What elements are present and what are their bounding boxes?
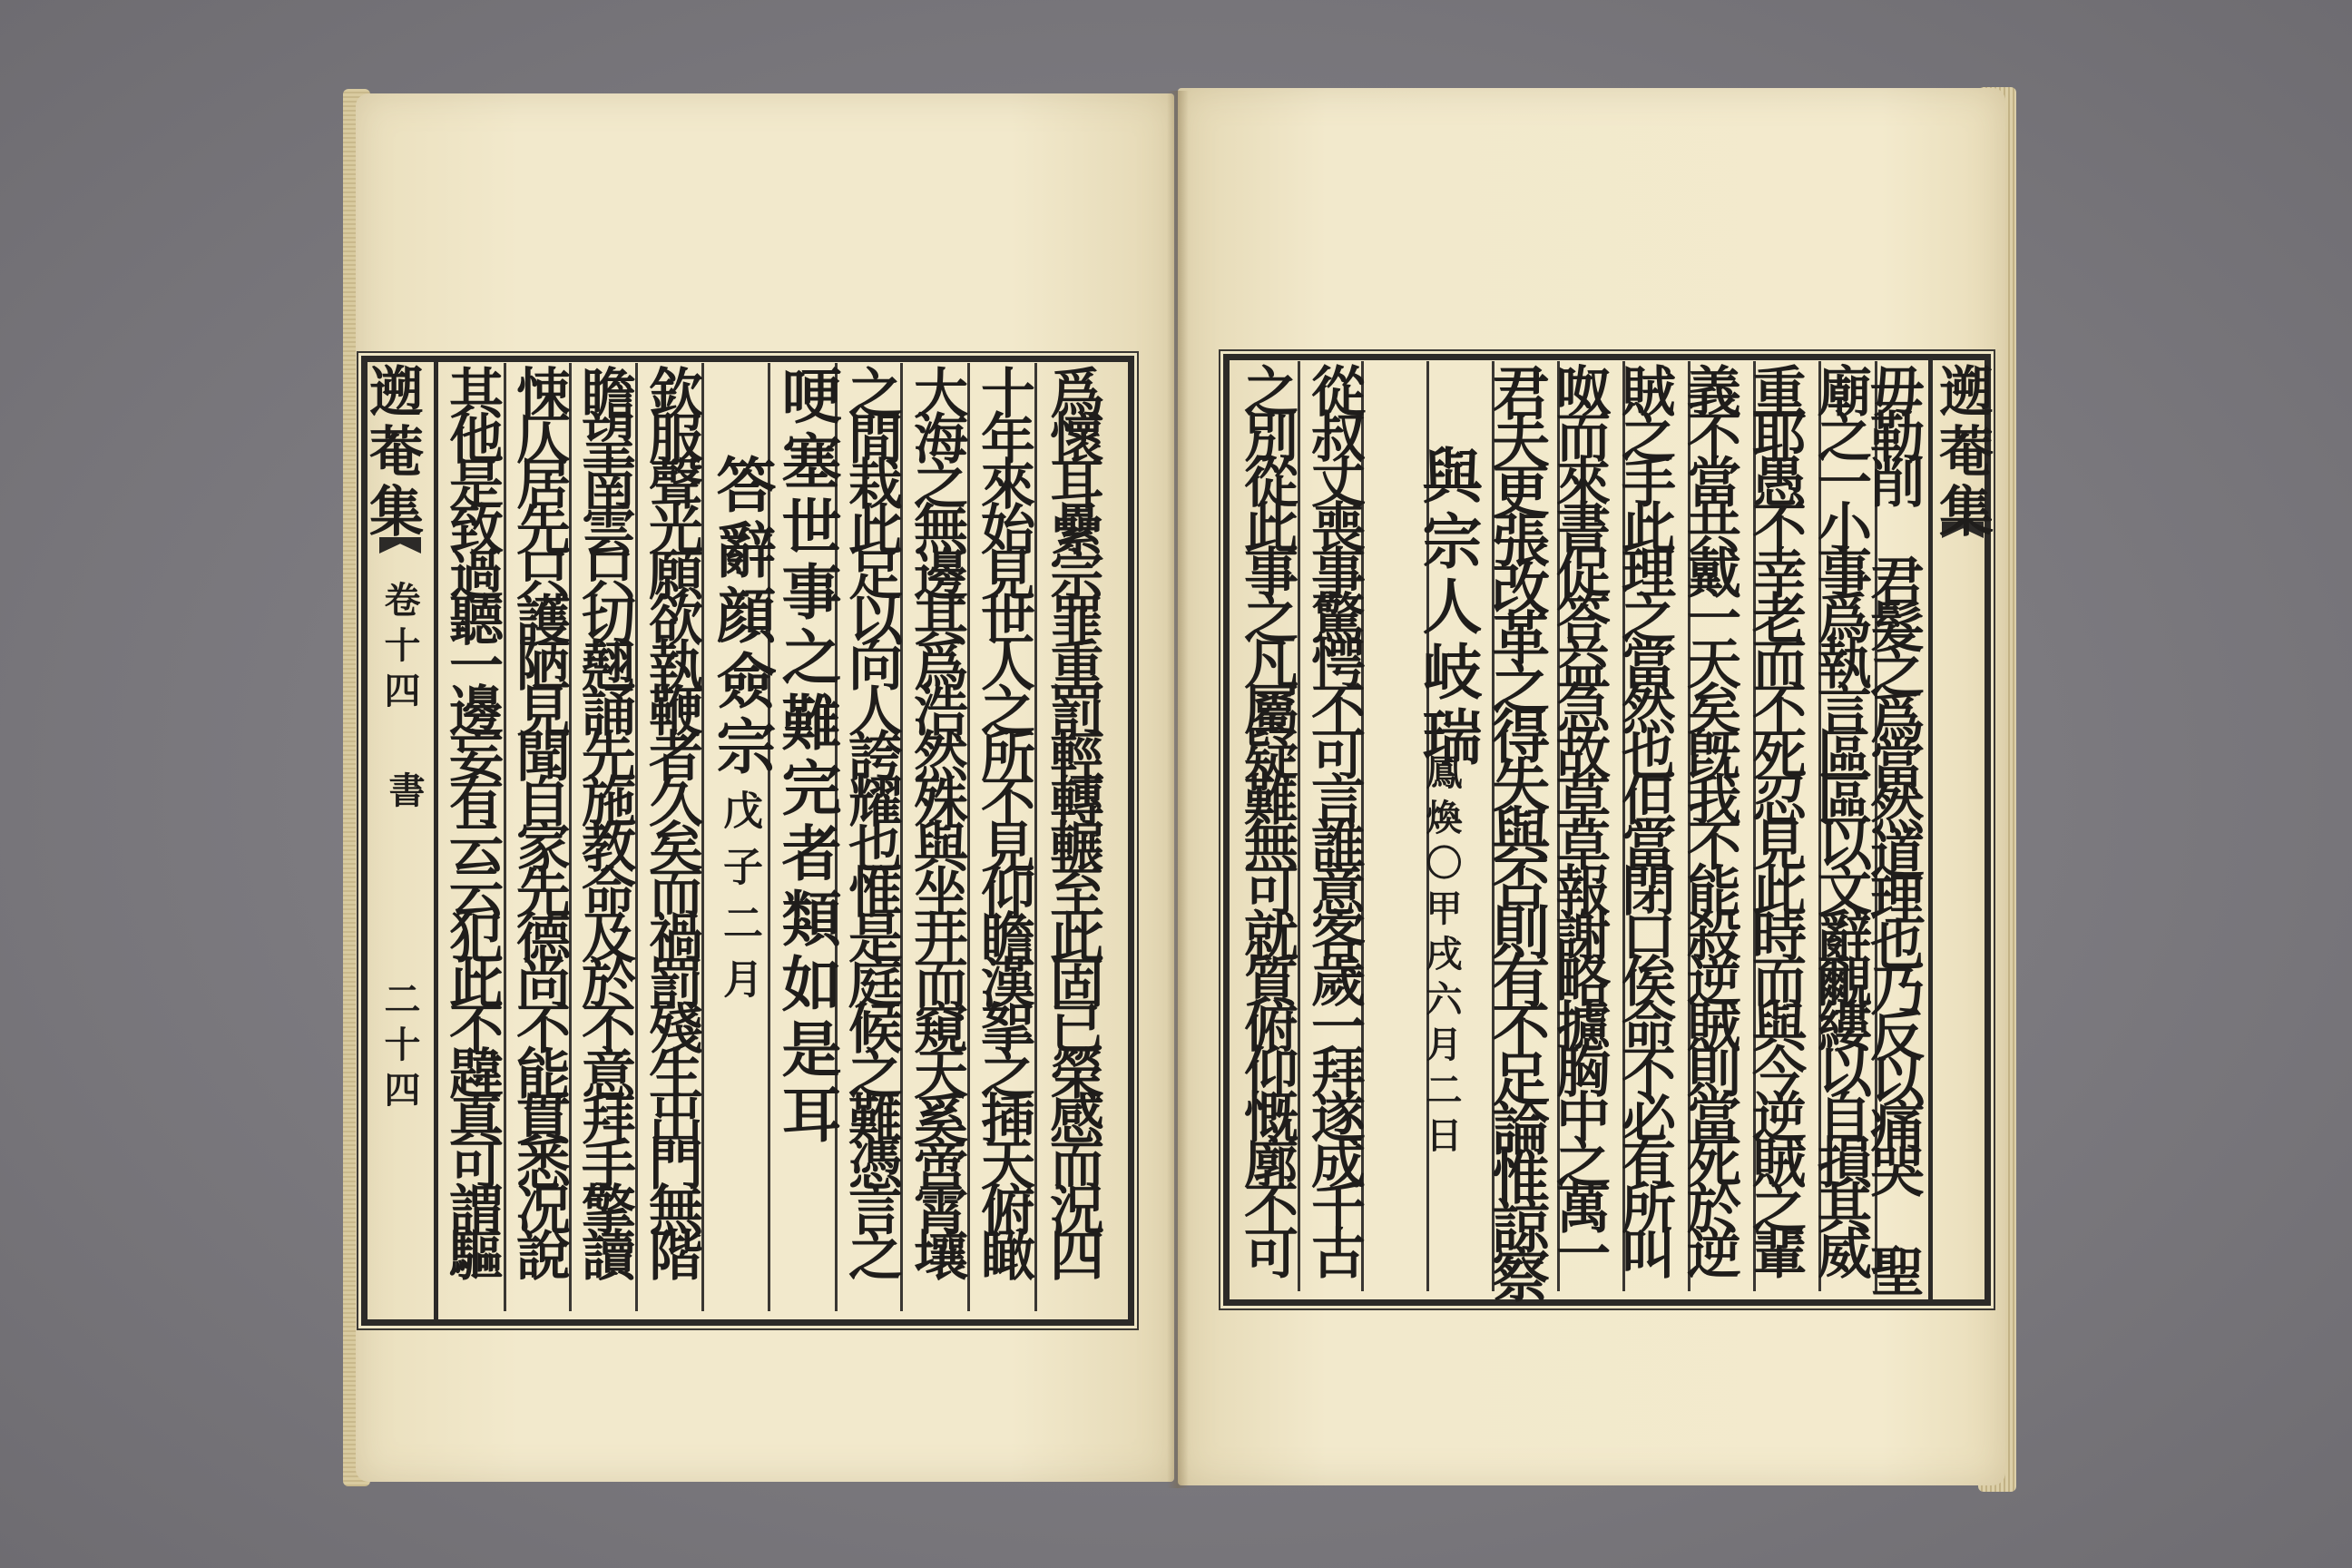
- text-column: 欽服聲光願欲執鞭者久矣而禍罰殘生出門無階: [640, 365, 703, 1272]
- letter-date: 戊子二月: [716, 789, 762, 1014]
- text-column: 呶而來書促答益急故草草報謝略攄胸中之萬一: [1547, 363, 1611, 1270]
- left-margin-section: 書: [383, 771, 426, 817]
- right-margin-title: 遡菴集: [1930, 363, 1994, 543]
- text-column: 哽塞世事之難完者類如是耳: [771, 365, 842, 1149]
- letter-heading: 與宗人岐瑞: [1412, 445, 1483, 771]
- column-rule: [504, 363, 506, 1311]
- text-column: 賊之手此理之當然也但當閉口俟命不必有所叫: [1612, 363, 1676, 1270]
- text-column: 廟之一小事爲執言區區以文辭覼縷以自損其威: [1808, 363, 1872, 1270]
- text-column: 大海之無邊其爲浩然殊與坐井而窺天奚啻霄壤: [905, 365, 968, 1272]
- text-column: 從叔丈喪事驚愕不可言誰意客歲一拜遂成千古: [1302, 363, 1366, 1270]
- text-column: 毋勒削 君髮之爲當然道理也乃反以痛哭 聖: [1861, 363, 1925, 1289]
- book-gutter: [1167, 91, 1189, 1488]
- left-margin-title: 遡菴集: [360, 363, 424, 543]
- letter-heading: 答辭顔僉宗: [706, 454, 777, 780]
- text-column: 重耶愚不幸老而不死忍見此時而與今逆賊之輩: [1743, 363, 1807, 1270]
- text-column: 瞻望南雲只切翹誦先施教命及於不意拜手擎讀: [573, 365, 636, 1272]
- left-margin-rule: [434, 356, 438, 1326]
- text-column: 義不當共戴一天矣旣我不能殺逆賊則當死於逆: [1678, 363, 1741, 1270]
- text-column: 之間栽此足以向人誇耀也惟是庭候之難憑言之: [839, 365, 903, 1272]
- text-column: 十年來始見世人之所不見仰瞻漢挐之揷天俯瞰: [972, 365, 1035, 1272]
- letter-date: 鳳煥〇甲戌六月二日: [1420, 753, 1463, 1161]
- left-margin-page-number: 二十四: [378, 980, 421, 1116]
- text-column: 悚仄居先只護陋見聞自家先德尚不能貫悉况說: [507, 365, 571, 1272]
- text-column: 之別從此事之凡屬疑難無可就質俯仰慨廓不可: [1235, 363, 1298, 1270]
- left-margin-volume: 卷十四: [378, 581, 421, 717]
- text-column: 爲懷耳纍宗罪重罰輕轉輾至此固已榮感而況四: [1041, 365, 1104, 1272]
- text-column: 其他是致過聽一邊妄有云云犯此不韙真可謂驅: [440, 365, 504, 1272]
- text-column: 君夫更張改革之得失與否則有不足論惟諒察: [1482, 363, 1550, 1294]
